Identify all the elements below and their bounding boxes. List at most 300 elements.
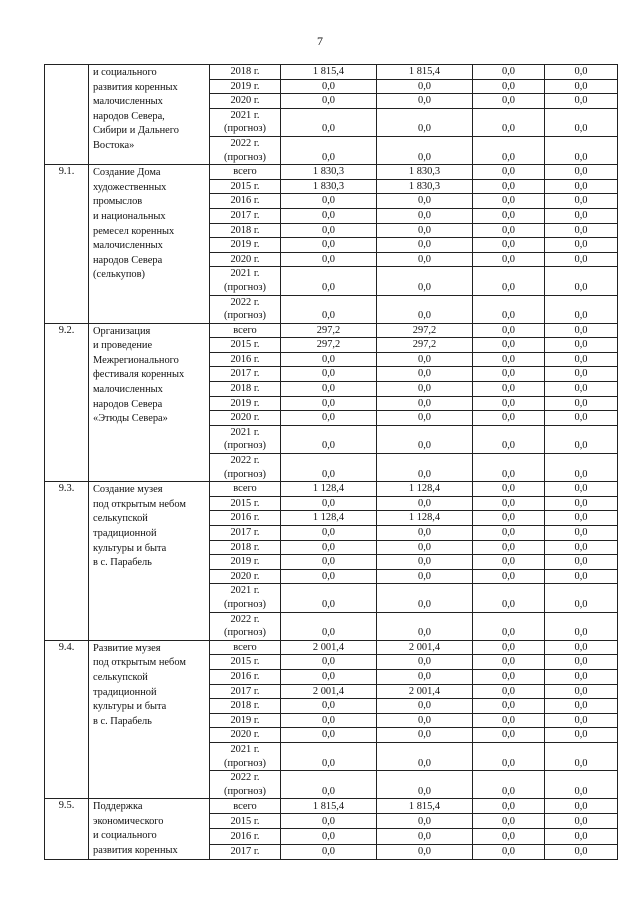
item-name-line: селькупской bbox=[93, 513, 148, 525]
amount-cell: 1 128,4 bbox=[377, 511, 473, 526]
amount-cell: 1 128,4 bbox=[281, 482, 377, 497]
period-cell bbox=[210, 382, 281, 397]
period-line: (прогноз) bbox=[224, 151, 266, 163]
item-name-line: фестиваля коренных bbox=[93, 369, 185, 381]
amount-cell: 0,0 bbox=[281, 352, 377, 367]
amount-cell: 0,0 bbox=[281, 223, 377, 238]
amount-cell: 0,0 bbox=[281, 814, 377, 829]
period-line: 2019 г. bbox=[230, 239, 260, 251]
amount-cell: 0,0 bbox=[545, 555, 618, 570]
amount-cell: 0,0 bbox=[473, 584, 545, 612]
amount-cell: 1 128,4 bbox=[281, 511, 377, 526]
amount-cell: 0,0 bbox=[281, 844, 377, 859]
amount-cell: 0,0 bbox=[545, 208, 618, 223]
item-name-line: под открытым небом bbox=[93, 498, 186, 510]
period-line: 2015 г. bbox=[230, 497, 260, 509]
amount-cell: 0,0 bbox=[281, 771, 377, 799]
amount-cell: 0,0 bbox=[281, 742, 377, 770]
period-line: (прогноз) bbox=[224, 598, 266, 610]
item-name-line: народов Севера bbox=[93, 254, 163, 266]
period-cell bbox=[210, 252, 281, 267]
period-cell bbox=[210, 94, 281, 109]
period-cell bbox=[210, 179, 281, 194]
table-row bbox=[45, 482, 618, 497]
amount-cell: 0,0 bbox=[377, 194, 473, 209]
period-line: 2018 г. bbox=[230, 383, 260, 395]
period-cell bbox=[210, 640, 281, 655]
period-cell bbox=[210, 108, 281, 136]
amount-cell: 1 128,4 bbox=[377, 482, 473, 497]
amount-cell: 297,2 bbox=[281, 323, 377, 338]
period-line: 2019 г. bbox=[230, 80, 260, 92]
amount-cell: 0,0 bbox=[473, 482, 545, 497]
amount-cell: 0,0 bbox=[281, 411, 377, 426]
period-line: (прогноз) bbox=[224, 310, 266, 322]
amount-cell: 0,0 bbox=[377, 496, 473, 511]
amount-cell: 0,0 bbox=[377, 655, 473, 670]
amount-cell: 0,0 bbox=[545, 713, 618, 728]
period-line: 2021 г. bbox=[230, 426, 260, 438]
amount-cell: 0,0 bbox=[377, 208, 473, 223]
amount-cell: 0,0 bbox=[473, 526, 545, 541]
period-line: всего bbox=[233, 324, 257, 336]
period-cell bbox=[210, 496, 281, 511]
amount-cell: 0,0 bbox=[281, 108, 377, 136]
amount-cell: 0,0 bbox=[473, 814, 545, 829]
period-cell bbox=[210, 223, 281, 238]
amount-cell: 0,0 bbox=[473, 684, 545, 699]
amount-cell: 0,0 bbox=[545, 295, 618, 323]
amount-cell: 0,0 bbox=[545, 223, 618, 238]
amount-cell: 0,0 bbox=[545, 94, 618, 109]
item-name-line: традиционной bbox=[93, 528, 157, 539]
period-line: 2021 г. bbox=[230, 585, 260, 597]
amount-cell: 0,0 bbox=[473, 742, 545, 770]
amount-cell: 0,0 bbox=[545, 511, 618, 526]
period-cell bbox=[210, 669, 281, 684]
amount-cell: 0,0 bbox=[281, 94, 377, 109]
amount-cell: 0,0 bbox=[377, 411, 473, 426]
item-name-line: промыслов bbox=[93, 196, 143, 208]
item-name-line: селькупской bbox=[93, 671, 148, 683]
amount-cell: 0,0 bbox=[545, 584, 618, 612]
period-line: (прогноз) bbox=[224, 757, 266, 769]
amount-cell: 0,0 bbox=[545, 496, 618, 511]
amount-cell: 0,0 bbox=[545, 165, 618, 180]
item-name bbox=[89, 323, 210, 482]
amount-cell: 297,2 bbox=[377, 323, 473, 338]
period-line: 2019 г. bbox=[230, 397, 260, 409]
period-cell bbox=[210, 396, 281, 411]
period-line: 2019 г. bbox=[230, 714, 260, 726]
amount-cell: 0,0 bbox=[545, 396, 618, 411]
amount-cell: 0,0 bbox=[473, 612, 545, 640]
amount-cell: 0,0 bbox=[545, 742, 618, 770]
amount-cell: 0,0 bbox=[545, 108, 618, 136]
amount-cell: 0,0 bbox=[473, 713, 545, 728]
period-cell bbox=[210, 352, 281, 367]
period-cell bbox=[210, 728, 281, 743]
period-cell bbox=[210, 295, 281, 323]
amount-cell: 0,0 bbox=[281, 267, 377, 295]
period-cell bbox=[210, 323, 281, 338]
amount-cell: 0,0 bbox=[545, 411, 618, 426]
period-line: 2022 г. bbox=[230, 772, 260, 784]
item-name-line: малочисленных bbox=[93, 240, 163, 252]
period-line: 2020 г. bbox=[230, 570, 260, 582]
amount-cell: 0,0 bbox=[545, 382, 618, 397]
item-name-line: ремесел коренных bbox=[93, 225, 175, 237]
amount-cell: 0,0 bbox=[545, 612, 618, 640]
amount-cell: 0,0 bbox=[281, 669, 377, 684]
amount-cell: 0,0 bbox=[545, 179, 618, 194]
amount-cell: 0,0 bbox=[377, 713, 473, 728]
amount-cell: 0,0 bbox=[281, 295, 377, 323]
period-line: 2015 г. bbox=[230, 656, 260, 668]
item-name-line: малочисленных bbox=[93, 384, 163, 396]
item-name-line: под открытым небом bbox=[93, 657, 186, 669]
amount-cell: 0,0 bbox=[377, 569, 473, 584]
amount-cell: 0,0 bbox=[545, 569, 618, 584]
amount-cell: 0,0 bbox=[545, 526, 618, 541]
amount-cell: 0,0 bbox=[545, 640, 618, 655]
item-name bbox=[89, 799, 210, 859]
item-name-line: художественных bbox=[93, 181, 167, 193]
amount-cell: 0,0 bbox=[377, 238, 473, 253]
period-line: (прогноз) bbox=[224, 123, 266, 135]
amount-cell: 0,0 bbox=[377, 425, 473, 453]
amount-cell: 1 815,4 bbox=[281, 65, 377, 80]
budget-table bbox=[44, 64, 618, 860]
amount-cell: 0,0 bbox=[377, 742, 473, 770]
amount-cell: 0,0 bbox=[473, 396, 545, 411]
period-cell bbox=[210, 411, 281, 426]
amount-cell: 1 815,4 bbox=[377, 65, 473, 80]
period-line: 2022 г. bbox=[230, 296, 260, 308]
amount-cell: 0,0 bbox=[377, 267, 473, 295]
amount-cell: 0,0 bbox=[545, 829, 618, 844]
amount-cell: 2 001,4 bbox=[281, 684, 377, 699]
item-number: 9.3. bbox=[45, 482, 89, 641]
period-cell bbox=[210, 338, 281, 353]
item-name-line: развития коренных bbox=[93, 845, 178, 857]
amount-cell: 0,0 bbox=[281, 194, 377, 209]
amount-cell: 0,0 bbox=[473, 94, 545, 109]
period-line: всего bbox=[233, 800, 257, 812]
period-line: 2016 г. bbox=[230, 830, 260, 842]
amount-cell: 0,0 bbox=[473, 367, 545, 382]
item-name-line: культуры и быта bbox=[93, 701, 167, 713]
amount-cell: 0,0 bbox=[473, 540, 545, 555]
period-cell bbox=[210, 569, 281, 584]
period-cell bbox=[210, 526, 281, 541]
amount-cell: 0,0 bbox=[281, 208, 377, 223]
period-line: 2018 г. bbox=[230, 224, 260, 236]
item-name-line: Создание музея bbox=[93, 484, 163, 496]
item-number: 9.5. bbox=[45, 799, 89, 859]
amount-cell: 0,0 bbox=[545, 799, 618, 814]
period-cell bbox=[210, 267, 281, 295]
amount-cell: 0,0 bbox=[377, 540, 473, 555]
period-line: 2020 г. bbox=[230, 95, 260, 107]
amount-cell: 0,0 bbox=[377, 584, 473, 612]
amount-cell: 2 001,4 bbox=[281, 640, 377, 655]
period-line: 2017 г. bbox=[230, 846, 260, 858]
item-name-line: Востока» bbox=[93, 139, 135, 151]
amount-cell: 0,0 bbox=[473, 496, 545, 511]
item-name-line: Развитие музея bbox=[93, 642, 161, 654]
amount-cell: 0,0 bbox=[377, 829, 473, 844]
item-name bbox=[89, 65, 210, 165]
amount-cell: 0,0 bbox=[545, 194, 618, 209]
period-cell bbox=[210, 555, 281, 570]
period-cell bbox=[210, 194, 281, 209]
period-cell bbox=[210, 684, 281, 699]
period-line: 2021 г. bbox=[230, 268, 260, 280]
amount-cell: 0,0 bbox=[473, 338, 545, 353]
amount-cell: 0,0 bbox=[281, 713, 377, 728]
amount-cell: 0,0 bbox=[473, 165, 545, 180]
period-line: всего bbox=[233, 641, 257, 653]
item-number: 9.1. bbox=[45, 165, 89, 324]
amount-cell: 0,0 bbox=[545, 728, 618, 743]
amount-cell: 0,0 bbox=[545, 771, 618, 799]
amount-cell: 0,0 bbox=[281, 526, 377, 541]
period-cell bbox=[210, 79, 281, 94]
amount-cell: 0,0 bbox=[281, 396, 377, 411]
table-row bbox=[45, 323, 618, 338]
period-cell bbox=[210, 238, 281, 253]
item-name-line: Организация bbox=[93, 325, 151, 337]
amount-cell: 0,0 bbox=[377, 136, 473, 164]
period-line: 2022 г. bbox=[230, 613, 260, 625]
amount-cell: 0,0 bbox=[545, 136, 618, 164]
item-name-line: Поддержка bbox=[93, 801, 143, 813]
amount-cell: 0,0 bbox=[473, 669, 545, 684]
amount-cell: 0,0 bbox=[281, 699, 377, 714]
amount-cell: 2 001,4 bbox=[377, 640, 473, 655]
period-cell bbox=[210, 367, 281, 382]
amount-cell: 0,0 bbox=[545, 844, 618, 859]
amount-cell: 0,0 bbox=[545, 252, 618, 267]
amount-cell: 0,0 bbox=[281, 540, 377, 555]
amount-cell: 0,0 bbox=[473, 655, 545, 670]
item-name bbox=[89, 165, 210, 324]
period-cell bbox=[210, 65, 281, 80]
amount-cell: 0,0 bbox=[473, 728, 545, 743]
item-name-line: и социального bbox=[93, 67, 157, 78]
period-line: 2018 г. bbox=[230, 541, 260, 553]
amount-cell: 0,0 bbox=[377, 526, 473, 541]
period-cell bbox=[210, 655, 281, 670]
period-line: всего bbox=[233, 483, 257, 495]
item-name-line: «Этюды Севера» bbox=[93, 413, 168, 425]
amount-cell: 0,0 bbox=[473, 323, 545, 338]
page-number: 7 bbox=[317, 34, 323, 48]
amount-cell: 0,0 bbox=[473, 295, 545, 323]
period-cell bbox=[210, 713, 281, 728]
amount-cell: 0,0 bbox=[473, 223, 545, 238]
period-cell bbox=[210, 208, 281, 223]
amount-cell: 0,0 bbox=[377, 555, 473, 570]
amount-cell: 0,0 bbox=[281, 612, 377, 640]
table-row bbox=[45, 165, 618, 180]
period-cell bbox=[210, 454, 281, 482]
period-cell bbox=[210, 699, 281, 714]
amount-cell: 0,0 bbox=[473, 425, 545, 453]
item-name-line: и социального bbox=[93, 830, 157, 842]
period-line: 2020 г. bbox=[230, 412, 260, 424]
period-cell bbox=[210, 136, 281, 164]
period-line: 2015 г. bbox=[230, 815, 260, 827]
period-cell bbox=[210, 540, 281, 555]
amount-cell: 0,0 bbox=[281, 382, 377, 397]
period-line: 2017 г. bbox=[230, 368, 260, 380]
period-line: 2016 г. bbox=[230, 353, 260, 365]
amount-cell: 0,0 bbox=[281, 425, 377, 453]
period-line: 2021 г. bbox=[230, 109, 260, 121]
amount-cell: 0,0 bbox=[377, 79, 473, 94]
amount-cell: 1 830,3 bbox=[377, 179, 473, 194]
period-line: 2022 г. bbox=[230, 455, 260, 467]
amount-cell: 0,0 bbox=[377, 252, 473, 267]
amount-cell: 0,0 bbox=[473, 238, 545, 253]
period-line: 2020 г. bbox=[230, 729, 260, 741]
item-number: 9.2. bbox=[45, 323, 89, 482]
period-line: 2017 г. bbox=[230, 685, 260, 697]
amount-cell: 0,0 bbox=[377, 844, 473, 859]
budget-table-body bbox=[45, 65, 618, 860]
amount-cell: 0,0 bbox=[281, 728, 377, 743]
period-cell bbox=[210, 482, 281, 497]
amount-cell: 297,2 bbox=[377, 338, 473, 353]
amount-cell: 0,0 bbox=[545, 669, 618, 684]
amount-cell: 0,0 bbox=[377, 699, 473, 714]
table-row bbox=[45, 640, 618, 655]
amount-cell: 0,0 bbox=[545, 238, 618, 253]
amount-cell: 0,0 bbox=[377, 94, 473, 109]
table-row bbox=[45, 799, 618, 814]
period-cell bbox=[210, 511, 281, 526]
period-line: (прогноз) bbox=[224, 627, 266, 639]
amount-cell: 0,0 bbox=[377, 367, 473, 382]
item-name-line: в с. Парабель bbox=[93, 715, 152, 727]
period-line: 2019 г. bbox=[230, 556, 260, 568]
period-line: (прогноз) bbox=[224, 440, 266, 452]
period-line: 2016 г. bbox=[230, 512, 260, 524]
amount-cell: 0,0 bbox=[377, 223, 473, 238]
amount-cell: 0,0 bbox=[473, 208, 545, 223]
amount-cell: 0,0 bbox=[473, 454, 545, 482]
period-line: (прогноз) bbox=[224, 785, 266, 797]
period-line: 2018 г. bbox=[230, 700, 260, 712]
amount-cell: 0,0 bbox=[281, 367, 377, 382]
amount-cell: 0,0 bbox=[281, 555, 377, 570]
period-cell bbox=[210, 799, 281, 814]
amount-cell: 0,0 bbox=[281, 454, 377, 482]
amount-cell: 0,0 bbox=[281, 569, 377, 584]
table-row bbox=[45, 65, 618, 80]
period-line: 2022 г. bbox=[230, 137, 260, 149]
period-cell bbox=[210, 612, 281, 640]
amount-cell: 0,0 bbox=[473, 771, 545, 799]
period-cell bbox=[210, 425, 281, 453]
amount-cell: 0,0 bbox=[545, 352, 618, 367]
period-cell bbox=[210, 814, 281, 829]
item-number: 9.4. bbox=[45, 640, 89, 799]
amount-cell: 0,0 bbox=[377, 295, 473, 323]
period-line: всего bbox=[233, 166, 257, 178]
period-line: (прогноз) bbox=[224, 281, 266, 293]
amount-cell: 0,0 bbox=[473, 569, 545, 584]
amount-cell: 0,0 bbox=[545, 482, 618, 497]
amount-cell: 0,0 bbox=[281, 584, 377, 612]
amount-cell: 0,0 bbox=[545, 684, 618, 699]
period-cell bbox=[210, 584, 281, 612]
period-line: (прогноз) bbox=[224, 468, 266, 480]
period-line: 2017 г. bbox=[230, 527, 260, 538]
amount-cell: 0,0 bbox=[377, 669, 473, 684]
period-cell bbox=[210, 771, 281, 799]
amount-cell: 1 815,4 bbox=[377, 799, 473, 814]
amount-cell: 0,0 bbox=[473, 267, 545, 295]
amount-cell: 0,0 bbox=[377, 454, 473, 482]
item-name-line: экономического bbox=[93, 815, 164, 827]
item-name-line: Сибири и Дальнего bbox=[93, 125, 179, 137]
amount-cell: 0,0 bbox=[281, 829, 377, 844]
amount-cell: 0,0 bbox=[473, 194, 545, 209]
period-cell bbox=[210, 844, 281, 859]
amount-cell: 0,0 bbox=[545, 267, 618, 295]
item-name-line: и проведение bbox=[93, 340, 153, 352]
amount-cell: 0,0 bbox=[545, 655, 618, 670]
amount-cell: 0,0 bbox=[545, 540, 618, 555]
amount-cell: 0,0 bbox=[281, 136, 377, 164]
period-line: 2017 г. bbox=[230, 209, 260, 221]
amount-cell: 0,0 bbox=[473, 699, 545, 714]
amount-cell: 2 001,4 bbox=[377, 684, 473, 699]
amount-cell: 0,0 bbox=[545, 454, 618, 482]
amount-cell: 0,0 bbox=[545, 79, 618, 94]
item-name-line: Межрегионального bbox=[93, 354, 179, 366]
amount-cell: 0,0 bbox=[545, 65, 618, 80]
period-cell bbox=[210, 165, 281, 180]
period-line: 2015 г. bbox=[230, 339, 260, 351]
period-cell bbox=[210, 742, 281, 770]
amount-cell: 0,0 bbox=[281, 496, 377, 511]
amount-cell: 0,0 bbox=[281, 252, 377, 267]
item-name bbox=[89, 482, 210, 641]
period-line: 2016 г. bbox=[230, 195, 260, 207]
amount-cell: 0,0 bbox=[473, 179, 545, 194]
amount-cell: 0,0 bbox=[281, 238, 377, 253]
amount-cell: 0,0 bbox=[473, 640, 545, 655]
item-name-line: народов Севера, bbox=[93, 110, 165, 122]
amount-cell: 0,0 bbox=[281, 655, 377, 670]
amount-cell: 0,0 bbox=[473, 411, 545, 426]
item-name-line: (селькупов) bbox=[93, 269, 145, 281]
amount-cell: 1 815,4 bbox=[281, 799, 377, 814]
amount-cell: 297,2 bbox=[281, 338, 377, 353]
amount-cell: 0,0 bbox=[473, 799, 545, 814]
item-number bbox=[45, 65, 89, 165]
amount-cell: 0,0 bbox=[473, 382, 545, 397]
amount-cell: 0,0 bbox=[545, 323, 618, 338]
amount-cell: 1 830,3 bbox=[281, 165, 377, 180]
amount-cell: 0,0 bbox=[377, 108, 473, 136]
amount-cell: 0,0 bbox=[473, 555, 545, 570]
amount-cell: 0,0 bbox=[545, 699, 618, 714]
